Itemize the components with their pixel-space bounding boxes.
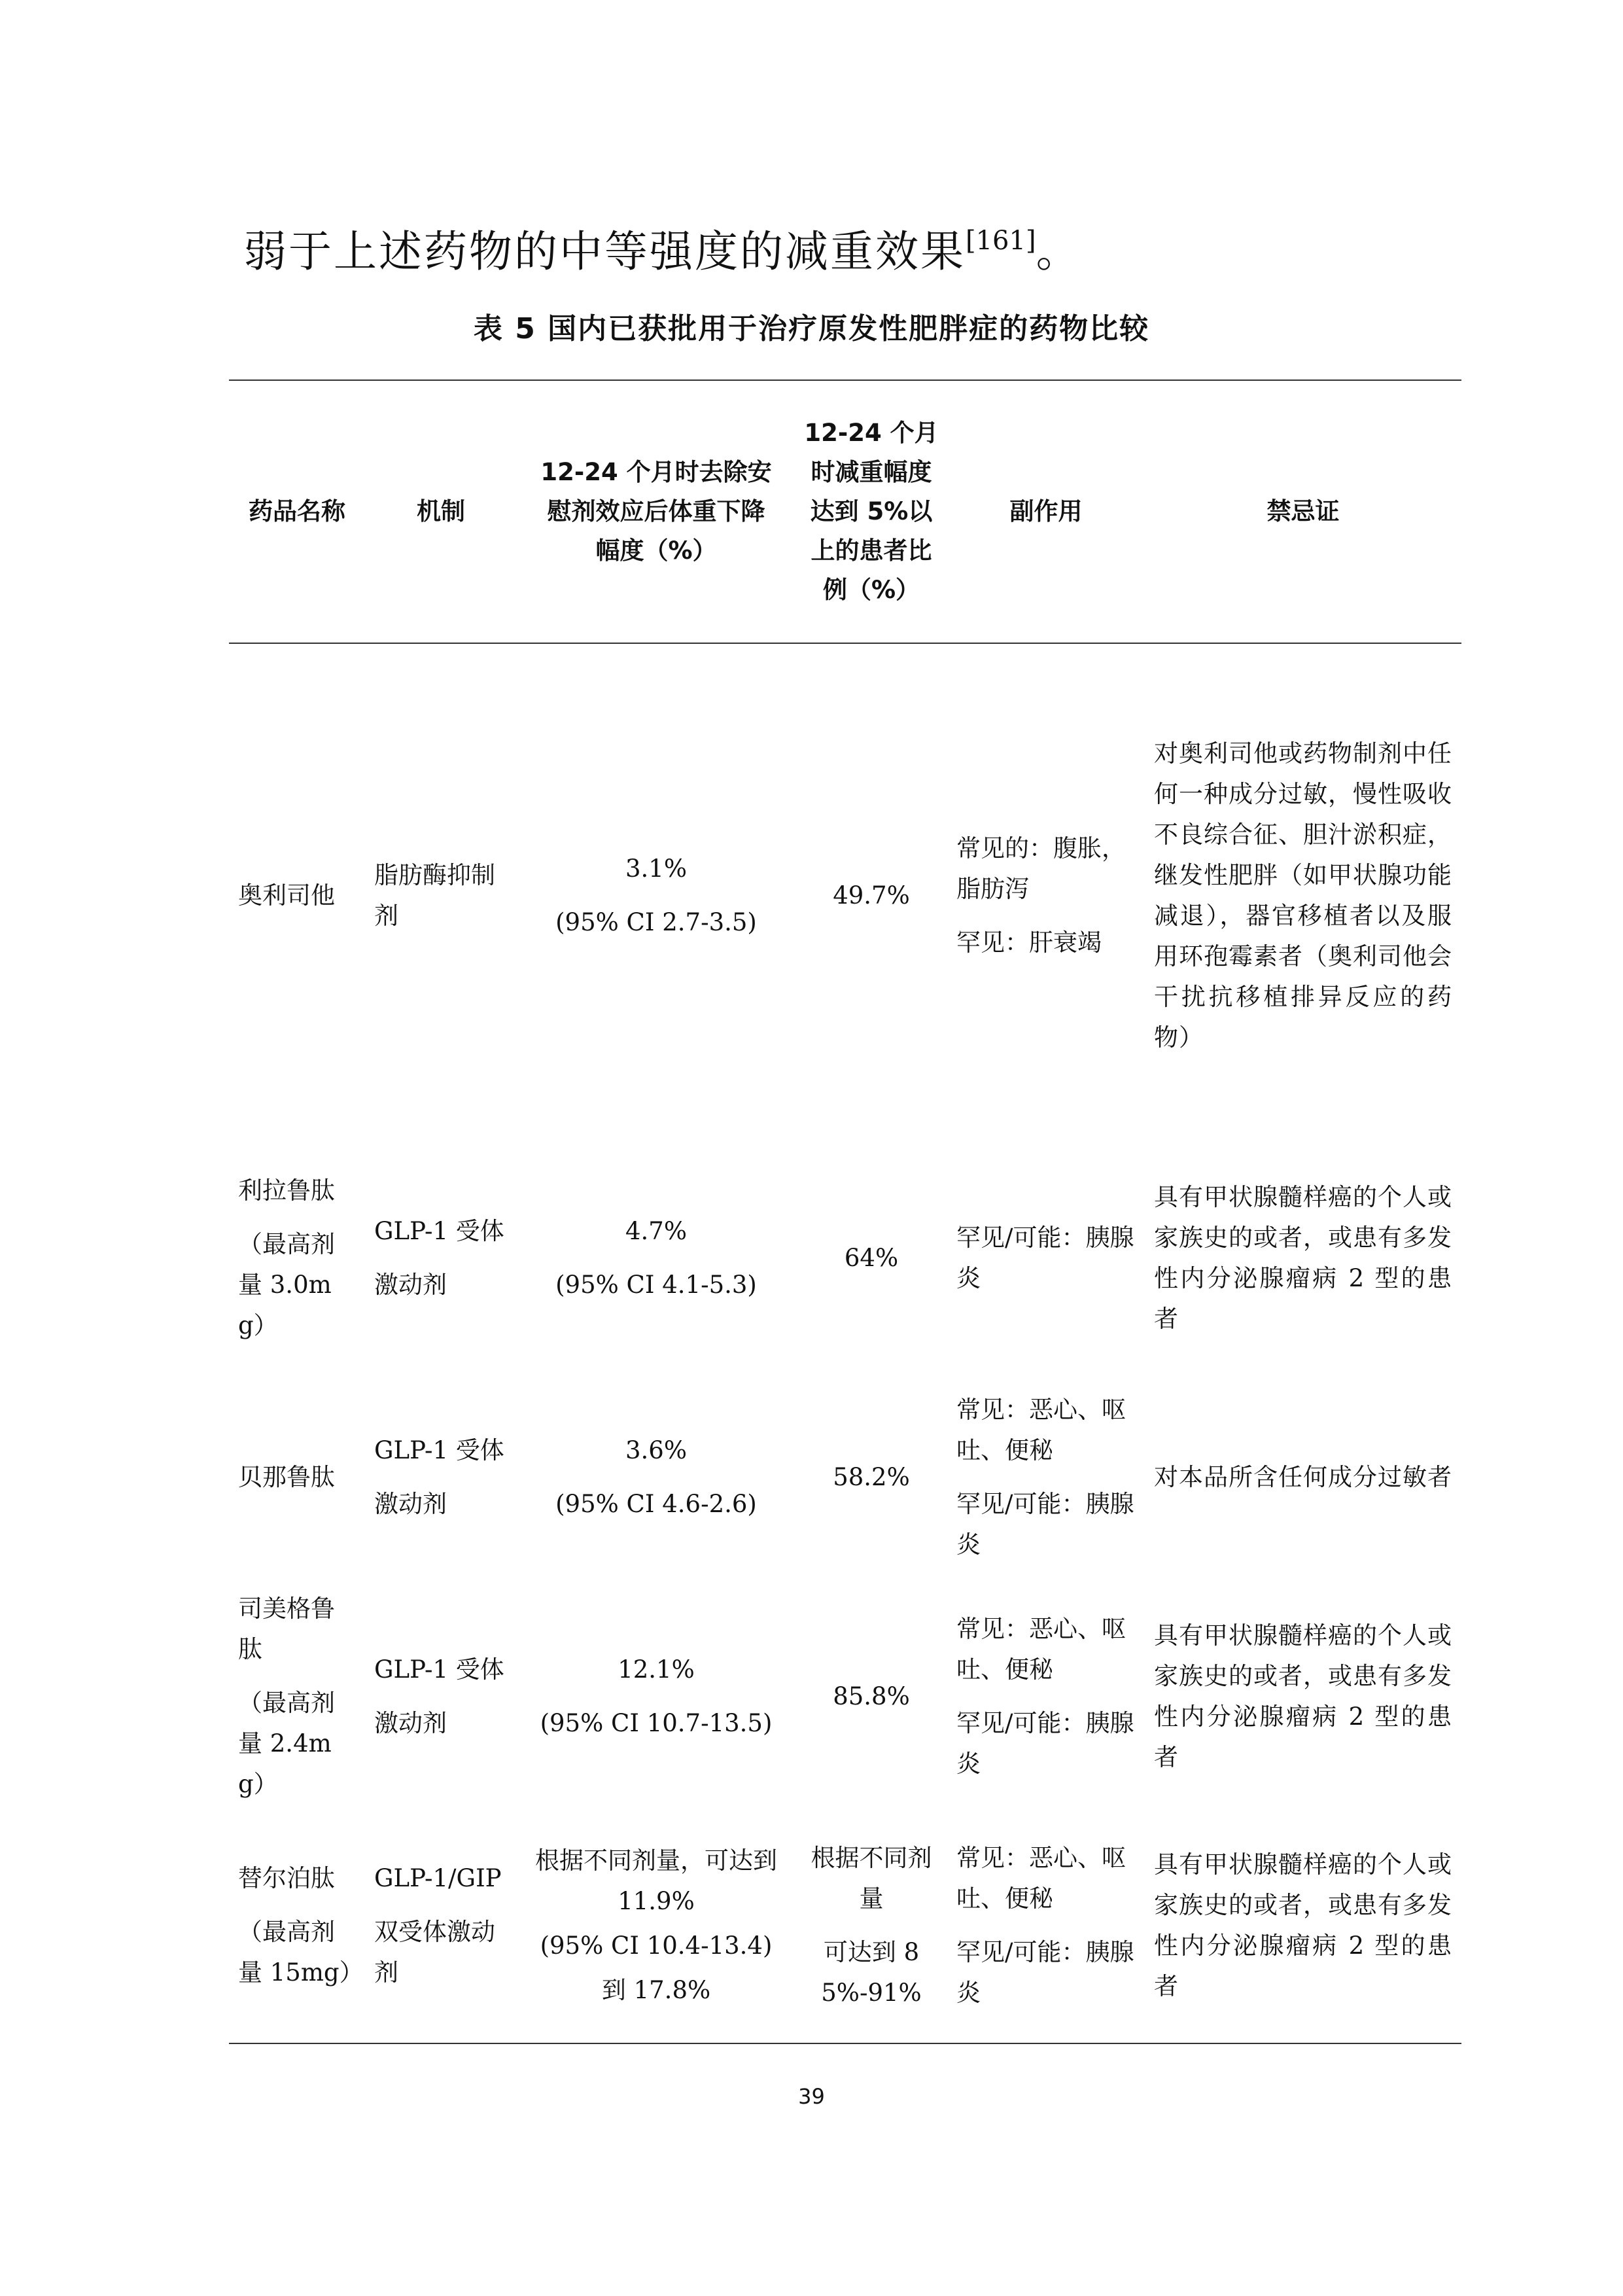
table-row	[229, 1147, 1461, 1369]
proportion-cell	[795, 1147, 947, 1369]
citation-ref: [161]	[966, 226, 1036, 256]
weight-loss-ci: (95% CI 2.7-3.5)	[555, 908, 757, 936]
drug-dose: （最高剂量 15mg）	[238, 1917, 364, 1987]
proportion-note: 根据不同剂量	[811, 1843, 932, 1913]
proportion-cell	[795, 643, 947, 1147]
mechanism-text-2: 双受体激动剂	[374, 1917, 495, 1987]
drug-name: 贝那鲁肽	[238, 1463, 335, 1491]
side-effects-rare: 罕见/可能：胰腺炎	[956, 1937, 1134, 2007]
side-effects-common: 常见的：腹胀，脂肪泻	[956, 834, 1126, 903]
header-mechanism: 机制	[365, 380, 517, 643]
side-effects-cell	[947, 1808, 1145, 2043]
side-effects-common: 常见：恶心、呕吐、便秘	[956, 1396, 1126, 1464]
page-number: 39	[798, 2084, 825, 2109]
side-effects-common: 常见：恶心、呕吐、便秘	[956, 1615, 1126, 1684]
weight-loss-ci: (95% CI 4.6-2.6)	[555, 1490, 757, 1518]
mechanism-cell	[365, 643, 517, 1147]
mechanism-cell	[365, 1808, 517, 2043]
header-side-effects: 副作用	[947, 380, 1145, 643]
drug-name-cell	[229, 1585, 365, 1808]
intro-end: 。	[1036, 226, 1081, 277]
header-contraindications: 禁忌证	[1145, 380, 1461, 643]
weight-loss-ci: (95% CI 4.1-5.3)	[555, 1271, 757, 1299]
contraindications-cell: 具有甲状腺髓样癌的个人或家族史的或者，或患有多发性内分泌腺瘤病 2 型的患者	[1145, 1808, 1461, 2043]
mechanism-text: 脂肪酶抑制剂	[374, 860, 495, 930]
table-header-row	[229, 380, 1461, 643]
header-drug-name: 药品名称	[229, 380, 365, 643]
mechanism-text-2: 激动剂	[374, 1271, 447, 1299]
side-effects-rare: 罕见/可能：胰腺炎	[956, 1490, 1134, 1559]
table-row	[229, 1808, 1461, 2043]
weight-loss-cell	[517, 1147, 795, 1369]
proportion-cell	[795, 1369, 947, 1585]
drug-dose: （最高剂量 3.0mg）	[238, 1230, 335, 1339]
proportion-cell	[795, 1808, 947, 2043]
drug-name: 利拉鲁肽	[238, 1176, 335, 1205]
drug-name: 奥利司他	[238, 881, 335, 910]
mechanism-cell	[365, 1147, 517, 1369]
mechanism-text-2: 激动剂	[374, 1709, 447, 1737]
proportion-value: 64%	[844, 1244, 899, 1272]
drug-name-cell	[229, 643, 365, 1147]
drug-name: 司美格鲁肽	[238, 1595, 335, 1663]
drug-name-cell	[229, 1147, 365, 1369]
contraindications-cell: 具有甲状腺髓样癌的个人或家族史的或者，或患有多发性内分泌腺瘤病 2 型的患者	[1154, 1621, 1452, 1771]
side-effects-rare: 罕见/可能：胰腺炎	[956, 1224, 1134, 1292]
side-effects-rare: 罕见：肝衰竭	[956, 928, 1102, 957]
weight-loss-cell	[517, 643, 795, 1147]
table-row	[229, 643, 1461, 1147]
weight-loss-value: 12.1%	[618, 1655, 695, 1684]
drug-name-cell	[229, 1808, 365, 2043]
side-effects-cell	[947, 1147, 1145, 1369]
weight-loss-ci: (95% CI 10.4-13.4)	[540, 1931, 773, 1960]
proportion-value: 49.7%	[833, 881, 910, 910]
mechanism-text: GLP-1 受体	[374, 1655, 504, 1684]
weight-loss-upper: 到 17.8%	[601, 1975, 711, 2004]
mechanism-cell	[365, 1585, 517, 1808]
side-effects-cell	[947, 643, 1145, 1147]
weight-loss-value: 3.6%	[625, 1436, 687, 1464]
proportion-value: 85.8%	[833, 1682, 910, 1710]
weight-loss-value: 4.7%	[625, 1217, 687, 1245]
intro-paragraph	[243, 208, 1081, 285]
weight-loss-cell	[517, 1808, 795, 2043]
weight-loss-value: 根据不同剂量，可达到 11.9%	[535, 1846, 777, 1915]
contraindications-cell: 对本品所含任何成分过敏者	[1154, 1463, 1452, 1491]
mechanism-cell	[365, 1369, 517, 1585]
weight-loss-ci: (95% CI 10.7-13.5)	[540, 1709, 773, 1737]
weight-loss-cell	[517, 1585, 795, 1808]
drug-comparison-table	[229, 380, 1461, 2044]
mechanism-text-2: 激动剂	[374, 1490, 447, 1518]
header-responder-proportion: 12-24 个月时减重幅度达到 5%以上的患者比例（%）	[795, 380, 947, 643]
mechanism-text: GLP-1 受体	[374, 1436, 504, 1464]
side-effects-common: 常见：恶心、呕吐、便秘	[956, 1843, 1126, 1913]
weight-loss-cell	[517, 1369, 795, 1585]
mechanism-text: GLP-1/GIP	[374, 1863, 502, 1892]
proportion-value: 可达到 85%-91%	[821, 1937, 922, 2007]
mechanism-text: GLP-1 受体	[374, 1217, 504, 1245]
drug-name-cell	[229, 1369, 365, 1585]
intro-text: 弱于上述药物的中等强度的减重效果	[243, 226, 966, 277]
proportion-cell	[795, 1585, 947, 1808]
proportion-value: 58.2%	[833, 1463, 910, 1491]
table-row	[229, 1585, 1461, 1808]
contraindications-cell: 对奥利司他或药物制剂中任何一种成分过敏，慢性吸收不良综合征、胆汁淤积症，继发性肥胖（如甲状腺功能减退），器官移植者以及服用环孢霉素者（奥利司他会干扰抗移植排异反应的药物）	[1154, 739, 1452, 1051]
drug-dose: （最高剂量 2.4mg）	[238, 1689, 335, 1798]
weight-loss-value: 3.1%	[625, 854, 687, 883]
header-weight-loss: 12-24 个月时去除安慰剂效应后体重下降幅度（%）	[517, 380, 795, 643]
table-caption: 表 5 国内已获批用于治疗原发性肥胖症的药物比较	[473, 312, 1150, 345]
drug-name: 替尔泊肽	[238, 1863, 335, 1892]
side-effects-cell	[947, 1585, 1145, 1808]
side-effects-cell	[947, 1369, 1145, 1585]
contraindications-cell: 具有甲状腺髓样癌的个人或家族史的或者，或患有多发性内分泌腺瘤病 2 型的患者	[1154, 1183, 1452, 1333]
side-effects-rare: 罕见/可能：胰腺炎	[956, 1709, 1134, 1778]
table-row	[229, 1369, 1461, 1585]
